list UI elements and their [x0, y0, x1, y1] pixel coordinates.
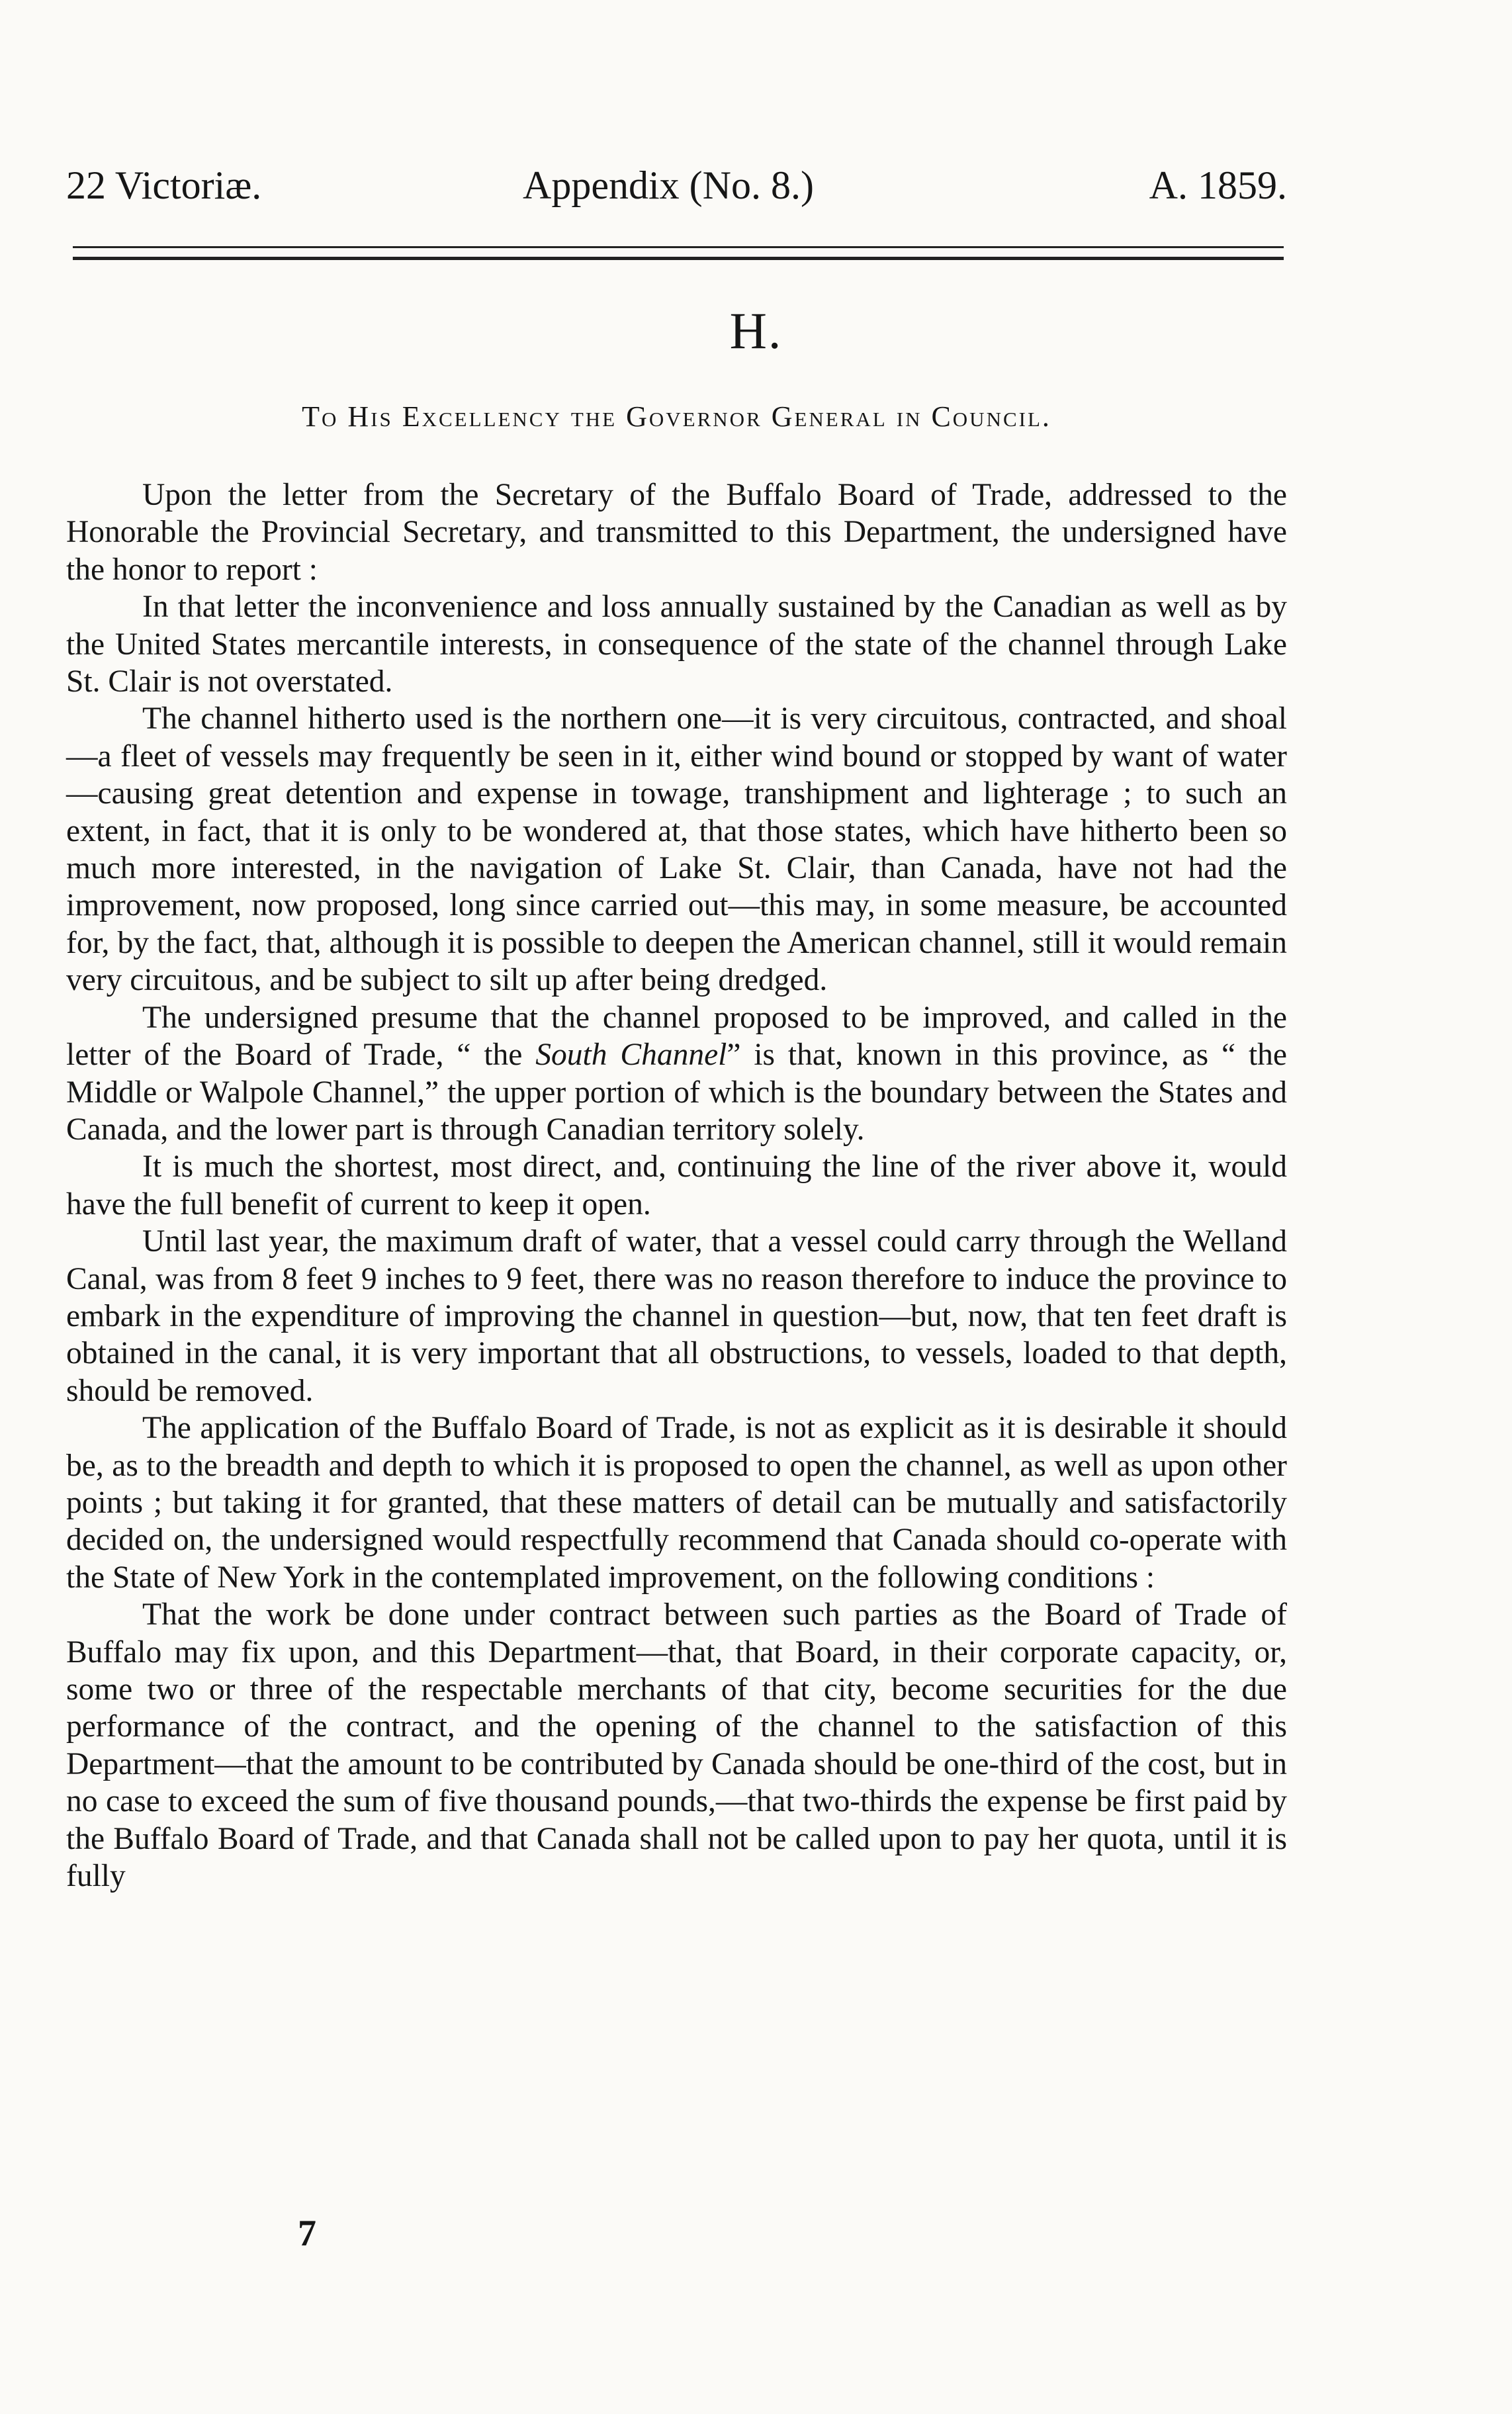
running-header — [66, 159, 1287, 212]
paragraph: It is much the shortest, most direct, and, continuing the line of the river above it, would have the full benefit of current to keep it open. — [66, 1149, 1287, 1222]
header-rule-thick — [73, 257, 1284, 260]
header-year: A. 1859. — [1149, 163, 1287, 207]
signature-mark: 7 — [298, 2213, 316, 2254]
paragraph — [66, 999, 1287, 1149]
header-rule-thin — [73, 246, 1284, 248]
address-line: To His Excellency the Governor General in Council. — [302, 400, 1051, 433]
header-appendix: Appendix (No. 8.) — [523, 163, 814, 207]
paragraph: That the work be done under contract between such parties as the Board of Trade of Buffalo may fix upon, and this Department—that, that Board, in their corporate capacity, or, some two or three of the respectable merchants of that city, become securities for the due performance of the contract, and the opening of the channel to the satisfaction of this Department—that the amount to be contributed by Canada should be one-third of the cost, but in no case to exceed the sum of five thousand pounds,—that two-thirds the expense be first paid by the Buffalo Board of Trade, and that Canada shall not be called upon to pay her quota, until it is fully — [66, 1597, 1287, 1894]
paragraph-text: ” is that, known in this province, as “ the Middle or Walpole Channel,” the upper portion of which is the boundary between the States and Canada, and the lower part is through Canadian territory solely. — [66, 1038, 1287, 1147]
italic-term: South Channel — [535, 1038, 727, 1073]
body-text — [66, 476, 1287, 1895]
paragraph: Upon the letter from the Secretary of the Buffalo Board of Trade, addressed to the Honorable the Provincial Secretary, and transmitted to this Department, the undersigned have the honor to report : — [66, 478, 1287, 587]
paragraph-text: The undersigned presume that the channel proposed to be improved, and called in the letter of the Board of Trade, “ the — [66, 1000, 1287, 1073]
paragraph: The application of the Buffalo Board of Trade, is not as explicit as it is desirable it should be, as to the breadth and depth to which it is proposed to open the channel, as well as upon other points ; but taking it for granted, that these matters of detail can be mutually and satisfactorily decided on, the undersigned would respectfully recommend that Canada should co-operate with the State of New York in the contemplated improvement, on the following conditions : — [66, 1411, 1287, 1595]
paragraph: Until last year, the maximum draft of water, that a vessel could carry through the Welland Canal, was from 8 feet 9 inches to 9 feet, there was no reason therefore to induce the province to embark in the expenditure of improving the channel in question—but, now, that ten feet draft is obtained in the canal, it is very important that all obstructions, to vessels, loaded to that depth, should be removed. — [66, 1224, 1287, 1408]
header-session: 22 Victoriæ. — [66, 163, 262, 207]
section-letter: H. — [729, 302, 783, 359]
paragraph: In that letter the inconvenience and loss annually sustained by the Canadian as well as by the United States mercantile interests, in consequence of the state of the channel through Lake St. Clair is not overstated. — [66, 590, 1287, 699]
paragraph: The channel hitherto used is the northern one—it is very circuitous, contracted, and shoal—a fleet of vessels may frequently be seen in it, either wind bound or stopped by want of water—causing great detention and expense in towage, transhipment and lighterage ; to such an extent, in fact, that it is only to be wondered at, that those states, which have hitherto been so much more interested, in the navigation of Lake St. Clair, than Canada, have not had the improvement, now proposed, long since carried out—this may, in some measure, be accounted for, by the fact, that, although it is possible to deepen the American channel, still it would remain very circuitous, and be subject to silt up after being dredged. — [66, 701, 1287, 998]
